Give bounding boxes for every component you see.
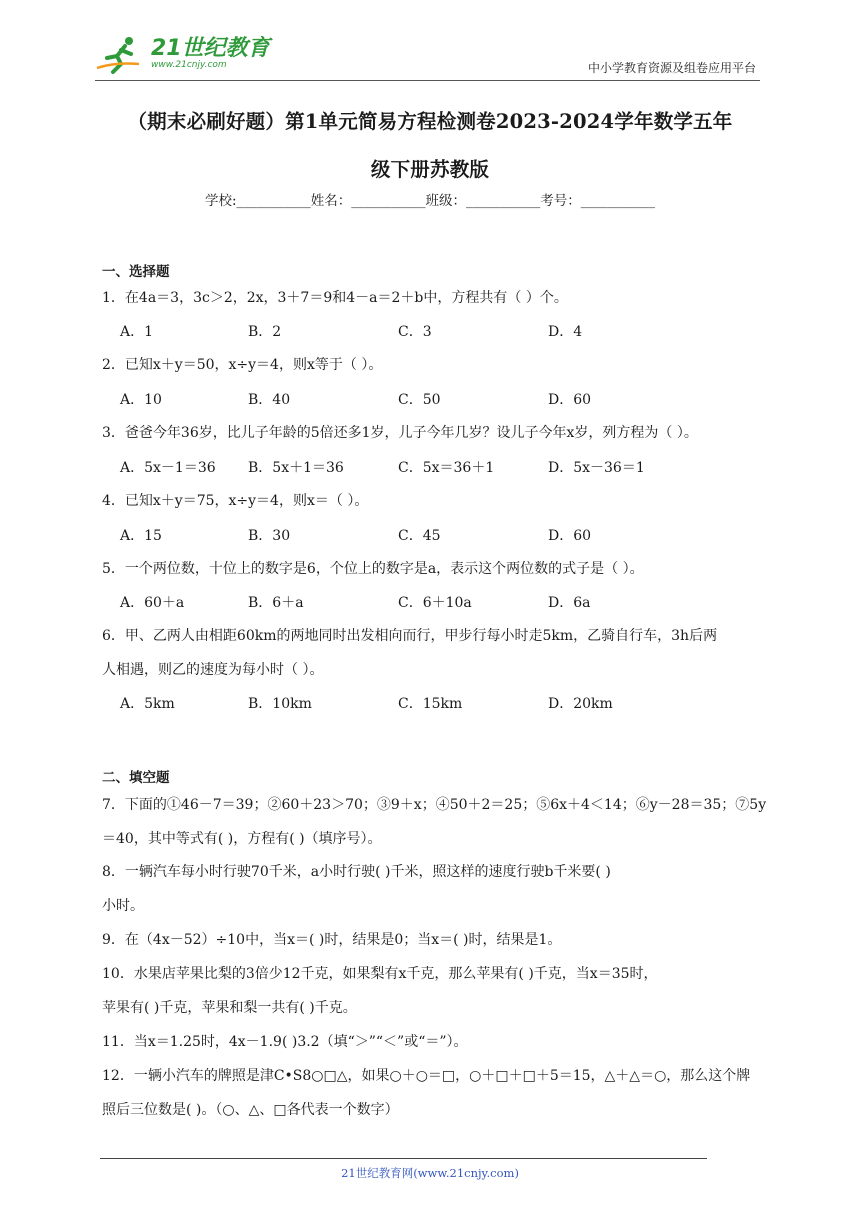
- question-9: 9．在（4x－52）÷10中，当x＝( )时，结果是0；当x＝( )时，结果是1。: [102, 932, 562, 948]
- question-4: 4．已知x＋y＝75，x÷y＝4，则x＝（ ）。: [102, 493, 369, 509]
- q1-option-a: A．1: [120, 324, 154, 340]
- q2-option-c: C．50: [398, 392, 441, 408]
- q4-option-a: A．15: [120, 528, 162, 544]
- q1-option-d: D．4: [548, 324, 583, 340]
- q4-option-d: D．60: [548, 528, 592, 544]
- q4-option-b: B．30: [248, 528, 291, 544]
- question-10: 10．水果店苹果比梨的3倍少12千克，如果梨有x千克，那么苹果有( )千克，当x＝35时，: [102, 966, 658, 982]
- q5-option-d: D．6a: [548, 595, 591, 611]
- logo: [95, 34, 270, 74]
- q5-option-b: B．6＋a: [248, 595, 304, 611]
- question-8: 8．一辆汽车每小时行驶70千米，a小时行驶( )千米，照这样的速度行驶b千米要( ): [102, 864, 611, 880]
- q5-option-a: A．60＋a: [120, 595, 185, 611]
- question-1: 1．在4a＝3，3c＞2，2x，3＋7＝9和4－a＝2＋b中，方程共有（ ）个。: [102, 290, 568, 306]
- question-7-cont: ＝40，其中等式有( )，方程有( )（填序号）。: [102, 831, 382, 847]
- question-12-cont: 照后三位数是( )。（○、△、□各代表一个数字）: [102, 1102, 399, 1118]
- q1-option-b: B．2: [248, 324, 282, 340]
- question-6-cont: 人相遇，则乙的速度为每小时（ ）。: [102, 662, 324, 678]
- question-8-cont: 小时。: [102, 898, 144, 914]
- question-11: 11．当x＝1.25时，4x－1.9( )3.2（填“＞”“＜”或“＝”）。: [102, 1034, 468, 1050]
- q3-option-d: D．5x－36＝1: [548, 460, 645, 476]
- question-12: 12．一辆小汽车的牌照是津C•S8○□△，如果○＋○＝□，○＋□＋□＋5＝15，△＋△＝○，那么这个牌: [102, 1068, 751, 1084]
- q3-option-c: C．5x＝36＋1: [398, 460, 495, 476]
- section-heading-choice: 一、选择题: [102, 264, 170, 280]
- question-5: 5．一个两位数，十位上的数字是6，个位上的数字是a，表示这个两位数的式子是（ ）。: [102, 561, 644, 577]
- q2-option-b: B．40: [248, 392, 291, 408]
- footer-link[interactable]: 21世纪教育网(www.21cnjy.com): [341, 1166, 519, 1180]
- section-heading-fill: 二、填空题: [102, 770, 170, 786]
- student-info-line: 学校:___________姓名：___________班级：___________考号：___________: [204, 193, 656, 209]
- q2-option-d: D．60: [548, 392, 592, 408]
- logo-text: 21世纪教育: [151, 36, 270, 61]
- doc-title-line1: （期末必刷好题）第1单元简易方程检测卷2023-2024学年数学五年: [127, 110, 733, 133]
- question-2: 2．已知x＋y＝50，x÷y＝4，则x等于（ ）。: [102, 357, 383, 373]
- platform-label: 中小学教育资源及组卷应用平台: [587, 61, 756, 75]
- footer-divider: [100, 1158, 707, 1159]
- q5-option-c: C．6＋10a: [398, 595, 472, 611]
- q4-option-c: C．45: [398, 528, 441, 544]
- doc-title-line2: 级下册苏教版: [370, 158, 490, 181]
- q2-option-a: A．10: [120, 392, 162, 408]
- q3-option-b: B．5x＋1＝36: [248, 460, 344, 476]
- runner-logo-icon: [95, 34, 147, 74]
- question-6: 6．甲、乙两人由相距60km的两地同时出发相向而行，甲步行每小时走5km，乙骑自行车，3h后两: [102, 628, 718, 644]
- q6-option-d: D．20km: [548, 696, 613, 712]
- q1-option-c: C．3: [398, 324, 432, 340]
- question-10-cont: 苹果有( )千克，苹果和梨一共有( )千克。: [102, 1000, 357, 1016]
- q6-option-c: C．15km: [398, 696, 463, 712]
- q6-option-b: B．10km: [248, 696, 312, 712]
- q3-option-a: A．5x－1＝36: [120, 460, 216, 476]
- question-7: 7．下面的①46－7＝39；②60＋23＞70；③9＋x；④50＋2＝25；⑤6x＋4＜14；⑥y－28＝35；⑦5y: [102, 797, 767, 813]
- logo-url: www.21cnjy.com: [151, 60, 227, 70]
- question-3: 3．爸爸今年36岁，比儿子年龄的5倍还多1岁，儿子今年几岁？设儿子今年x岁，列方程为（ ）。: [102, 425, 698, 441]
- q6-option-a: A．5km: [120, 696, 175, 712]
- page-header: [95, 34, 760, 81]
